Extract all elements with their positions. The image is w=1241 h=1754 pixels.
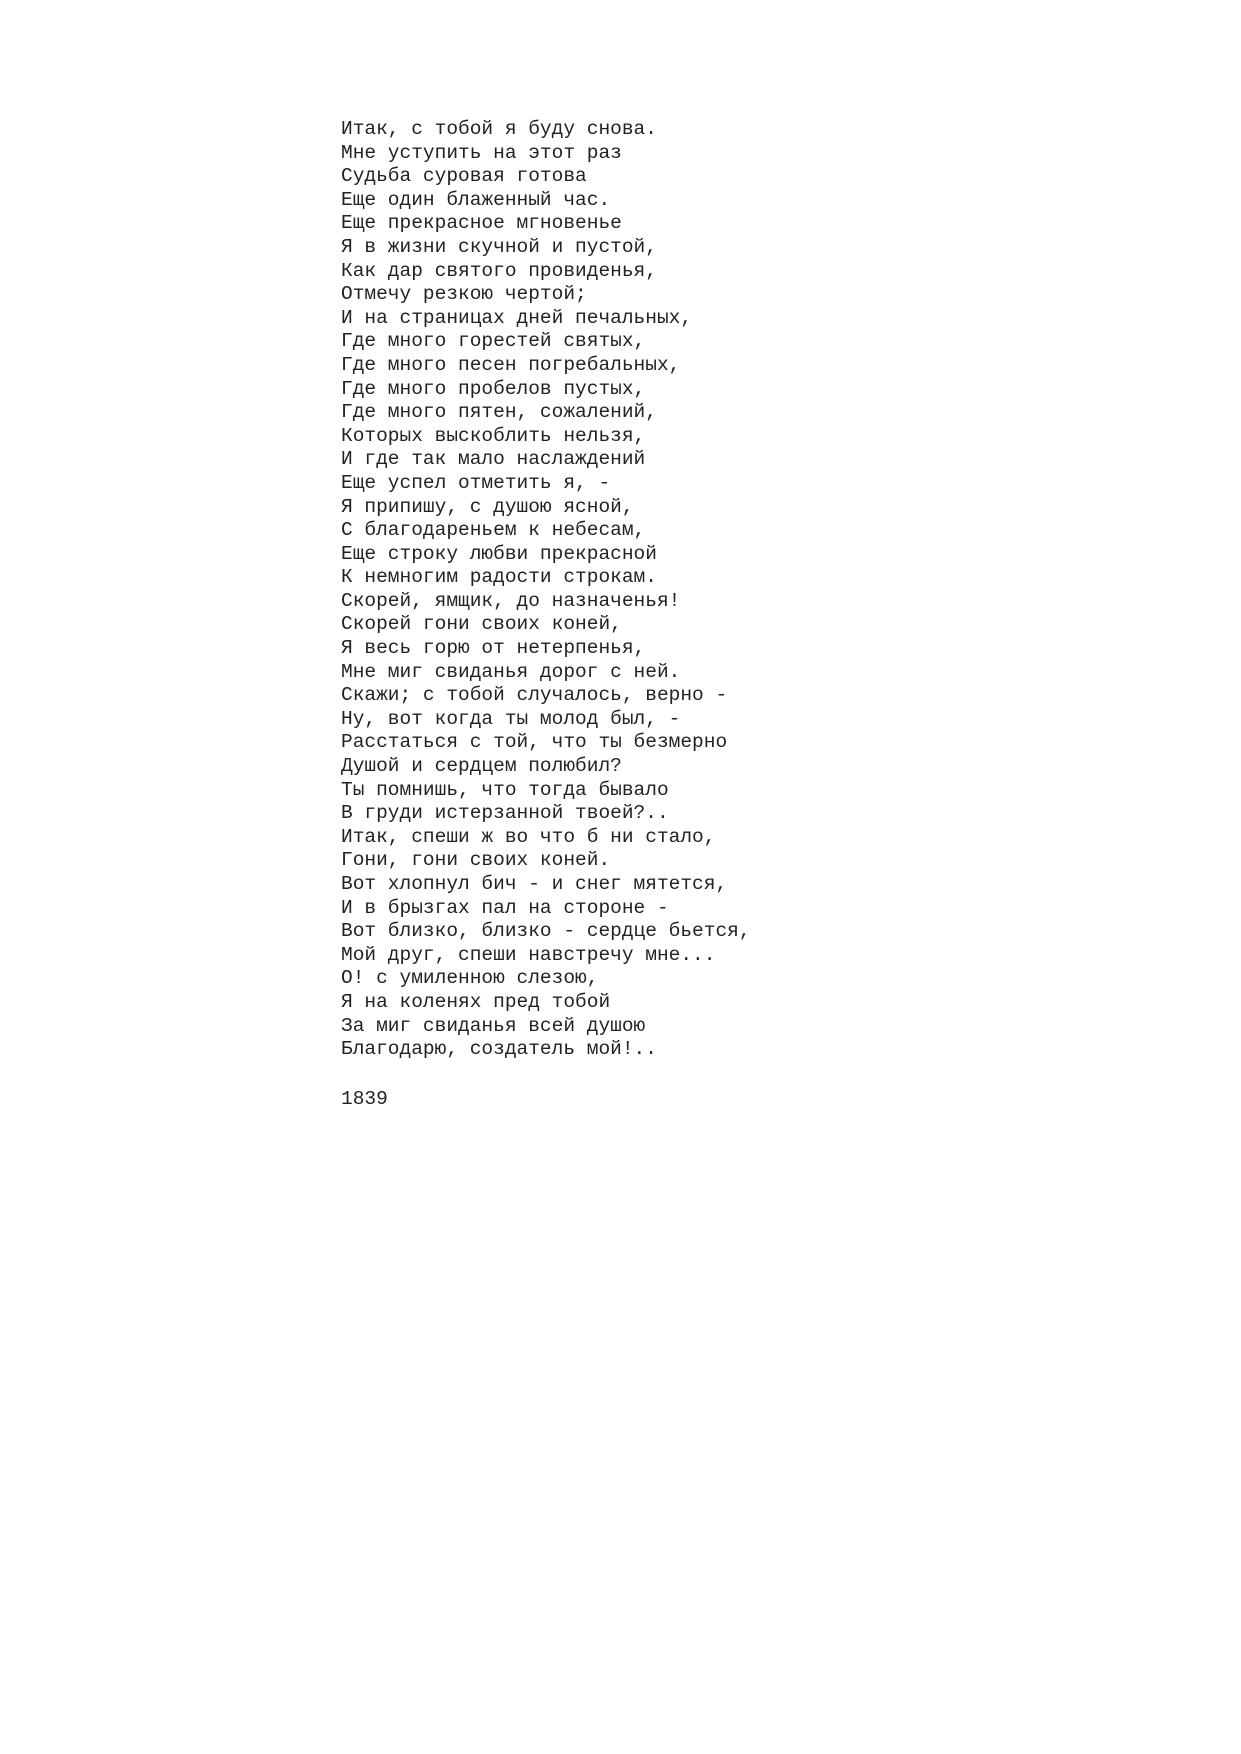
poem-line: Расстаться с той, что ты безмерно (341, 731, 728, 754)
poem-line: За миг свиданья всей душою (341, 1014, 646, 1037)
poem-line: С благодареньем к небесам, (341, 519, 646, 542)
poem-line: Еще успел отметить я, - (341, 471, 611, 494)
poem-line: Скорей гони своих коней, (341, 613, 622, 636)
poem-line: Ну, вот когда ты молод был, - (341, 707, 681, 730)
poem-line: Гони, гони своих коней. (341, 849, 611, 872)
poem-line: Душой и сердцем полюбил? (341, 755, 622, 778)
poem-line: Скажи; с тобой случалось, верно - (341, 684, 728, 707)
poem-line: Благодарю, создатель мой!.. (341, 1038, 657, 1061)
poem-line: Я весь горю от нетерпенья, (341, 637, 646, 660)
poem-line: Отмечу резкою чертой; (341, 283, 587, 306)
poem-line: Итак, с тобой я буду снова. (341, 118, 657, 140)
poem-line: Ты помнишь, что тогда бывало (341, 778, 669, 801)
poem-line: Еще строку любви прекрасной (341, 542, 657, 565)
poem-year: 1839 (341, 1088, 388, 1110)
poem-line: Мне уступить на этот раз (341, 141, 622, 164)
poem-line: В груди истерзанной твоей?.. (341, 802, 669, 825)
poem-line: Итак, спеши ж во что б ни стало, (341, 825, 716, 848)
poem-line: Мне миг свиданья дорог с ней. (341, 660, 681, 683)
poem-line: И где так мало наслаждений (341, 448, 646, 471)
poem-line: Где много песен погребальных, (341, 353, 681, 376)
poem-text (341, 118, 751, 1062)
poem-line: Еще прекрасное мгновенье (341, 212, 622, 235)
poem-line: Скорей, ямщик, до назначенья! (341, 589, 681, 612)
poem-line: О! с умиленною слезою, (341, 967, 599, 990)
poem-line: Я припишу, с душою ясной, (341, 495, 634, 518)
poem-line: И на страницах дней печальных, (341, 306, 693, 329)
poem-line: Судьба суровая готова (341, 165, 587, 188)
poem-line: Где много пробелов пустых, (341, 377, 646, 400)
poem-line: Мой друг, спеши навстречу мне... (341, 943, 716, 966)
poem-line: Которых выскоблить нельзя, (341, 424, 646, 447)
poem-line: Еще один блаженный час. (341, 188, 611, 211)
poem-line: Где много пятен, сожалений, (341, 401, 657, 424)
poem-line: Вот хлопнул бич - и снег мятется, (341, 873, 728, 895)
poem-line: Где много горестей святых, (341, 330, 646, 353)
poem-line: К немногим радости строкам. (341, 566, 657, 589)
poem-line: Я в жизни скучной и пустой, (341, 235, 657, 258)
poem-line: И в брызгах пал на стороне - (341, 896, 669, 919)
poem-line: Вот близко, близко - сердце бьется, (341, 920, 751, 943)
poem-line: Я на коленях пред тобой (341, 990, 611, 1013)
poem-line: Как дар святого провиденья, (341, 259, 657, 282)
